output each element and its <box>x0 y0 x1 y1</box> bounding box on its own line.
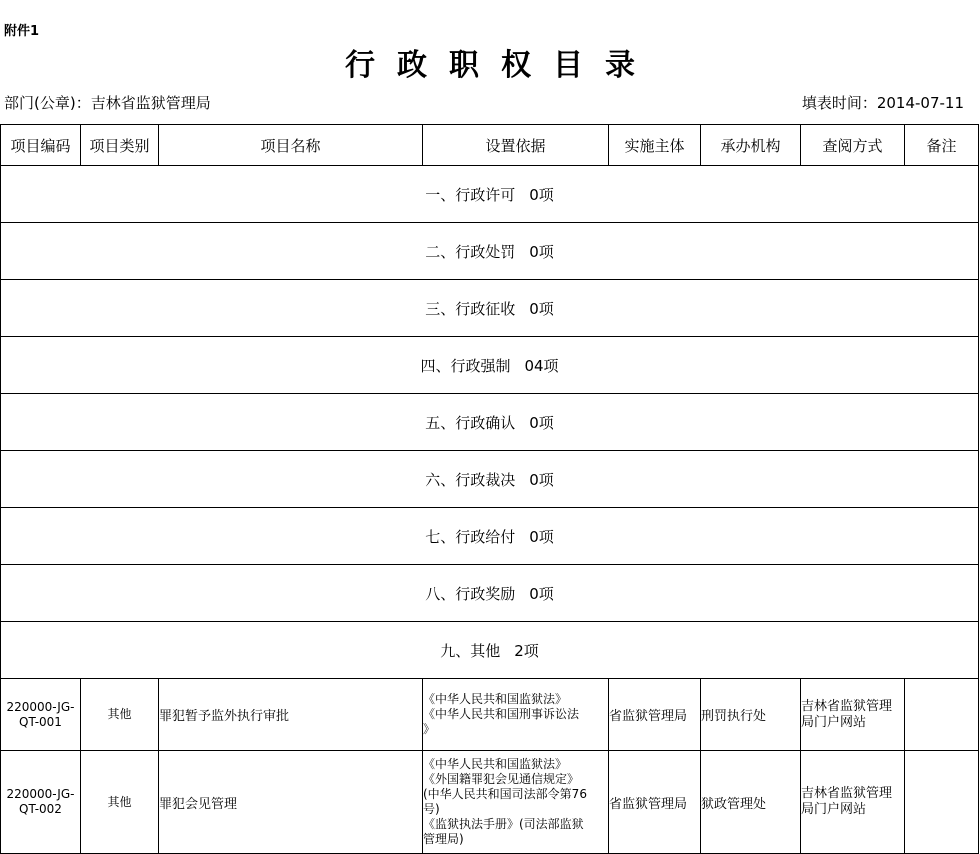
item-code: 220000-JG- QT-002 <box>1 751 81 854</box>
section-row <box>1 451 979 508</box>
header-name: 项目名称 <box>159 125 423 166</box>
item-name: 罪犯暂予监外执行审批 <box>159 679 423 751</box>
section-count: 0项 <box>529 299 554 318</box>
header-type: 项目类别 <box>81 125 159 166</box>
item-remark <box>905 679 979 751</box>
section-label: 八、行政奖励 <box>425 584 516 603</box>
section-row <box>1 166 979 223</box>
attachment-label: 附件1 <box>4 24 40 39</box>
section-count: 0项 <box>529 584 554 603</box>
section-count: 2项 <box>514 641 539 660</box>
item-remark <box>905 751 979 854</box>
item-name: 罪犯会见管理 <box>159 751 423 854</box>
section-label: 九、其他 <box>440 641 501 660</box>
section-label: 一、行政许可 <box>425 185 516 204</box>
header-access: 查阅方式 <box>801 125 905 166</box>
item-subject: 省监狱管理局 <box>609 679 701 751</box>
department-label: 部门(公章)：吉林省监狱管理局 <box>4 94 211 112</box>
table-row <box>1 679 979 751</box>
item-office: 狱政管理处 <box>701 751 801 854</box>
section-label: 六、行政裁决 <box>425 470 516 489</box>
section-count: 0项 <box>529 470 554 489</box>
page-title: 行政职权目录 <box>345 48 657 83</box>
section-count: 0项 <box>529 527 554 546</box>
table-header-row <box>1 125 979 166</box>
section-count: 0项 <box>529 242 554 261</box>
section-label: 二、行政处罚 <box>425 242 516 261</box>
item-access: 吉林省监狱管理 局门户网站 <box>801 679 905 751</box>
section-row <box>1 337 979 394</box>
section-label: 五、行政确认 <box>425 413 516 432</box>
section-row <box>1 565 979 622</box>
item-type: 其他 <box>81 679 159 751</box>
section-label: 七、行政给付 <box>425 527 516 546</box>
header-basis: 设置依据 <box>423 125 609 166</box>
authority-table <box>0 124 979 854</box>
header-subject: 实施主体 <box>609 125 701 166</box>
section-row <box>1 508 979 565</box>
section-count: 0项 <box>529 185 554 204</box>
item-access: 吉林省监狱管理 局门户网站 <box>801 751 905 854</box>
section-count: 0项 <box>529 413 554 432</box>
item-office: 刑罚执行处 <box>701 679 801 751</box>
item-code: 220000-JG- QT-001 <box>1 679 81 751</box>
section-row <box>1 394 979 451</box>
section-row <box>1 223 979 280</box>
item-basis: 《中华人民共和国监狱法》 《中华人民共和国刑事诉讼法 》 <box>423 679 609 751</box>
header-remark: 备注 <box>905 125 979 166</box>
section-row <box>1 622 979 679</box>
section-label: 四、行政强制 <box>420 356 511 375</box>
section-label: 三、行政征收 <box>425 299 516 318</box>
section-count: 04项 <box>524 356 559 375</box>
item-type: 其他 <box>81 751 159 854</box>
item-basis: 《中华人民共和国监狱法》 《外国籍罪犯会见通信规定》 (中华人民共和国司法部令第76 号) 《监狱执法手册》(司法部监狱 管理局) <box>423 751 609 854</box>
fill-date-label: 填表时间：2014-07-11 <box>801 94 964 112</box>
header-office: 承办机构 <box>701 125 801 166</box>
section-row <box>1 280 979 337</box>
item-subject: 省监狱管理局 <box>609 751 701 854</box>
table-row <box>1 751 979 854</box>
header-code: 项目编码 <box>1 125 81 166</box>
